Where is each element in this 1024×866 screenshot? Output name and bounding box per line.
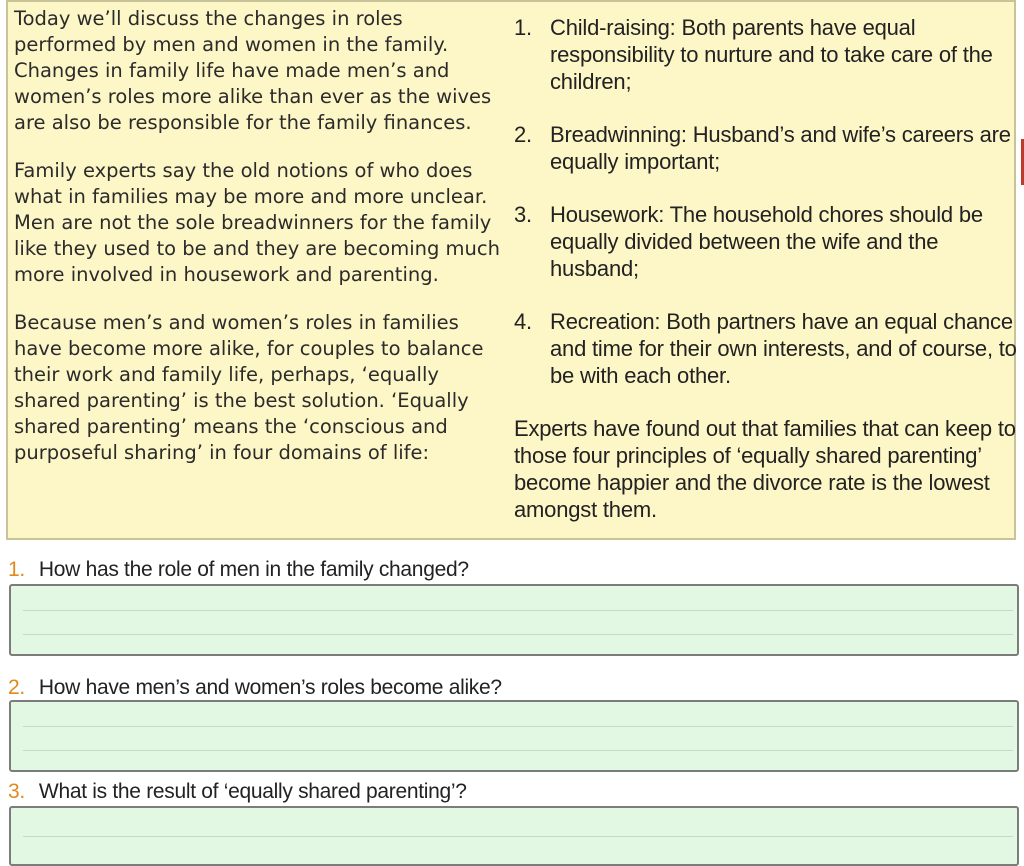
answer-line bbox=[23, 634, 1013, 635]
passage-paragraph: Because men’s and women’s roles in families have become more alike, for couples to balance their work and family life, perhaps, ‘equally shared parenting’ is the best solution. ‘Equally shared parenting’ means the ‘conscious and purposeful sharing’ in four domains of life: bbox=[14, 311, 484, 464]
question-text: What is the result of ‘equally shared parenting’? bbox=[38, 780, 467, 803]
question-text: How has the role of men in the family changed? bbox=[38, 558, 469, 581]
question-text: How have men’s and women’s roles become alike? bbox=[38, 676, 502, 699]
passage-paragraph: Today we’ll discuss the changes in roles performed by men and women in the family. Changes in family life have made men’s and women’s roles more alike than ever as the wives are also be responsible for the family finances. bbox=[14, 7, 492, 134]
list-item-number: 2. bbox=[514, 122, 532, 147]
list-item-number: 1. bbox=[514, 15, 532, 40]
list-item-text: Recreation: Both partners have an equal chance and time for their own interests, and of course, to be with each other. bbox=[550, 309, 1017, 388]
passage-left-column bbox=[14, 6, 506, 488]
answer-line bbox=[23, 836, 1013, 837]
answer-field-2[interactable] bbox=[9, 700, 1019, 772]
list-item bbox=[514, 14, 1018, 95]
list-item-text: Breadwinning: Husband’s and wife’s careers are equally important; bbox=[550, 122, 1011, 174]
passage-right-column bbox=[514, 14, 1018, 523]
list-item-text: Housework: The household chores should be equally divided between the wife and the husband; bbox=[550, 202, 983, 281]
question-1 bbox=[8, 558, 469, 582]
question-3 bbox=[8, 780, 467, 804]
list-item-text: Child-raising: Both parents have equal responsibility to nurture and to take care of the children; bbox=[550, 15, 993, 94]
list-item bbox=[514, 201, 1018, 282]
list-item-number: 3. bbox=[514, 202, 532, 227]
question-2 bbox=[8, 676, 502, 700]
question-number: 2. bbox=[8, 676, 25, 699]
conclusion-paragraph: Experts have found out that families that can keep to those four principles of ‘equally shared parenting’ become happier and the divorce rate is the lowest amongst them. bbox=[514, 416, 1016, 522]
answer-field-1[interactable] bbox=[9, 584, 1019, 656]
answer-line bbox=[23, 610, 1013, 611]
question-number: 1. bbox=[8, 558, 25, 581]
answer-line bbox=[23, 726, 1013, 727]
reading-passage bbox=[6, 0, 1016, 540]
list-item bbox=[514, 121, 1018, 175]
answer-field-3[interactable] bbox=[9, 806, 1019, 866]
answer-line bbox=[23, 750, 1013, 751]
passage-paragraph: Family experts say the old notions of who does what in families may be more and more unclear. Men are not the sole breadwinners for the family like they used to be and they are becoming much more involved in housework and parenting. bbox=[14, 159, 500, 286]
principles-list bbox=[514, 14, 1018, 389]
list-item bbox=[514, 308, 1018, 389]
list-item-number: 4. bbox=[514, 309, 532, 334]
question-number: 3. bbox=[8, 780, 25, 803]
